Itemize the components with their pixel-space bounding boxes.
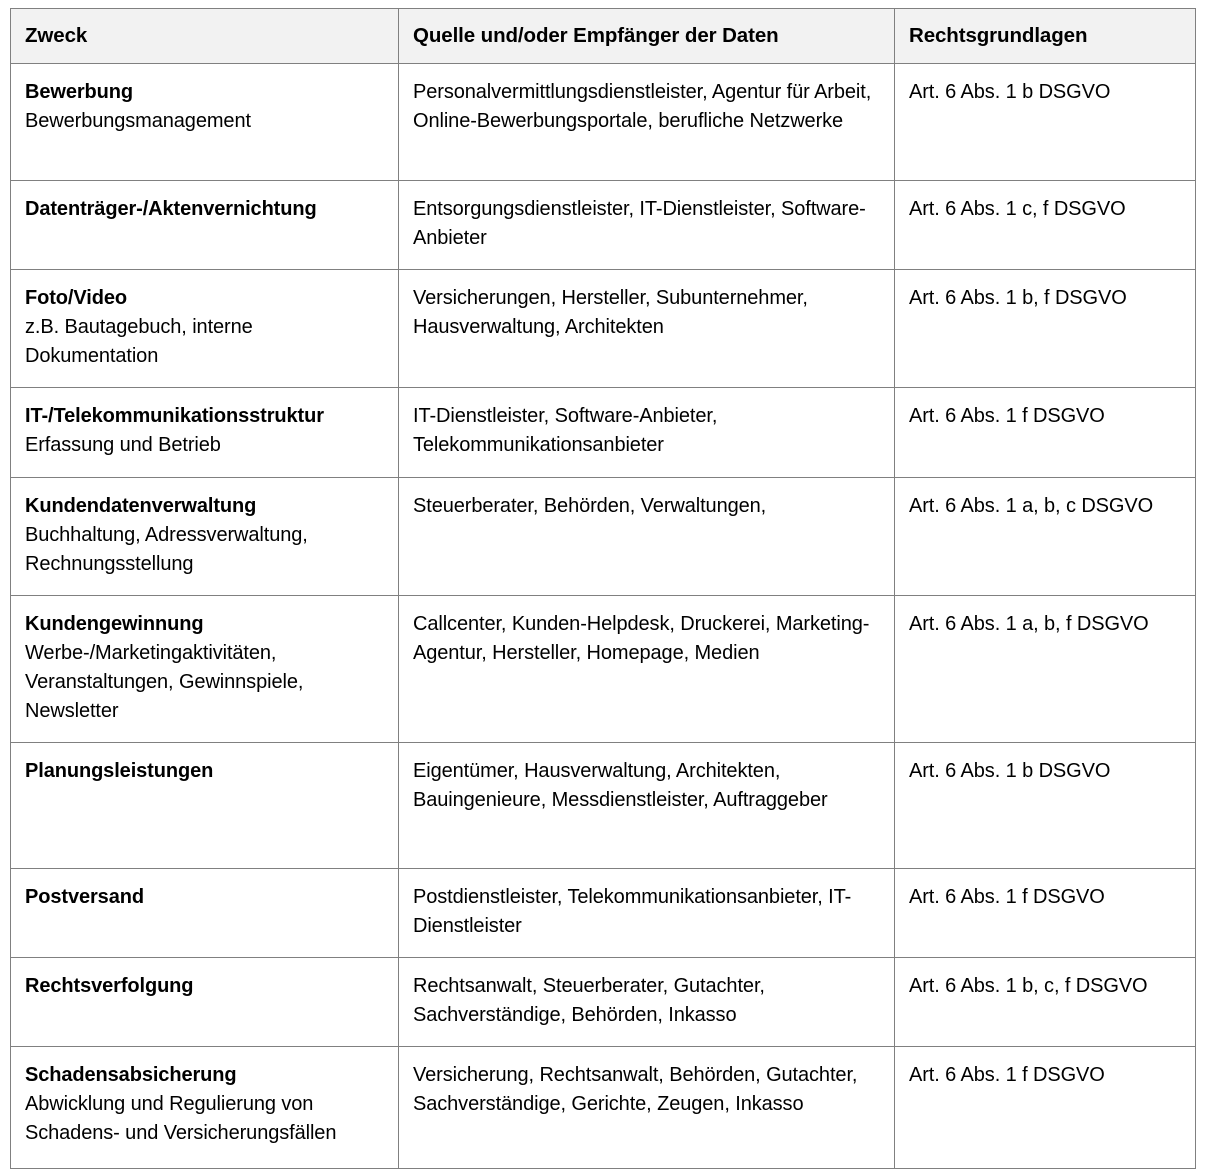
zweck-title: IT-/Telekommunikationsstruktur — [25, 404, 324, 427]
zweck-title: Kundendatenverwaltung — [25, 494, 257, 517]
zweck-subtitle: Erfassung und Betrieb — [25, 433, 221, 456]
zweck-title: Kundengewinnung — [25, 612, 204, 635]
cell-zweck — [11, 595, 399, 742]
cell-rechtsgrundlage: Art. 6 Abs. 1 a, b, f DSGVO — [895, 595, 1196, 742]
column-header-zweck: Zweck — [11, 9, 399, 64]
cell-rechtsgrundlage: Art. 6 Abs. 1 a, b, c DSGVO — [895, 477, 1196, 595]
zweck-title: Postversand — [25, 885, 144, 908]
cell-quelle: Eigentümer, Hausverwaltung, Architekten, Bauingenieure, Messdienstleister, Auftraggeber — [399, 742, 895, 868]
cell-quelle: Steuerberater, Behörden, Verwaltungen, — [399, 477, 895, 595]
cell-zweck — [11, 957, 399, 1046]
cell-quelle: Versicherungen, Hersteller, Subunternehmer, Hausverwaltung, Architekten — [399, 269, 895, 387]
zweck-title: Datenträger-/Aktenvernichtung — [25, 197, 317, 220]
cell-quelle: Rechtsanwalt, Steuerberater, Gutachter, Sachverständige, Behörden, Inkasso — [399, 957, 895, 1046]
cell-zweck — [11, 477, 399, 595]
cell-rechtsgrundlage: Art. 6 Abs. 1 f DSGVO — [895, 868, 1196, 957]
table-row — [11, 957, 1196, 1046]
zweck-title: Rechtsverfolgung — [25, 974, 194, 997]
zweck-subtitle: Bewerbungsmanagement — [25, 109, 251, 132]
zweck-title: Bewerbung — [25, 80, 133, 103]
column-header-quelle: Quelle und/oder Empfänger der Daten — [399, 9, 895, 64]
cell-rechtsgrundlage: Art. 6 Abs. 1 c, f DSGVO — [895, 180, 1196, 269]
cell-quelle: Personalvermittlungsdienstleister, Agentur für Arbeit, Online-Bewerbungsportale, berufliche Netzwerke — [399, 63, 895, 180]
table-header — [11, 9, 1196, 64]
cell-quelle: Entsorgungsdienstleister, IT-Dienstleister, Software-Anbieter — [399, 180, 895, 269]
table-row — [11, 595, 1196, 742]
cell-quelle: IT-Dienstleister, Software-Anbieter, Telekommunikationsanbieter — [399, 387, 895, 477]
zweck-subtitle: z.B. Bautagebuch, interne Dokumentation — [25, 315, 253, 367]
zweck-title: Planungsleistungen — [25, 759, 214, 782]
cell-zweck — [11, 269, 399, 387]
table-row — [11, 63, 1196, 180]
cell-zweck — [11, 63, 399, 180]
zweck-subtitle: Werbe-/Marketingaktivitäten, Veranstaltungen, Gewinnspiele, Newsletter — [25, 641, 304, 722]
cell-zweck — [11, 742, 399, 868]
table-row — [11, 269, 1196, 387]
cell-rechtsgrundlage: Art. 6 Abs. 1 b DSGVO — [895, 63, 1196, 180]
cell-zweck — [11, 1046, 399, 1168]
table-row — [11, 1046, 1196, 1168]
cell-rechtsgrundlage: Art. 6 Abs. 1 f DSGVO — [895, 387, 1196, 477]
processing-purposes-table — [10, 8, 1196, 1169]
table-row — [11, 180, 1196, 269]
column-header-recht: Rechtsgrundlagen — [895, 9, 1196, 64]
cell-quelle: Callcenter, Kunden-Helpdesk, Druckerei, Marketing-Agentur, Hersteller, Homepage, Medien — [399, 595, 895, 742]
cell-rechtsgrundlage: Art. 6 Abs. 1 f DSGVO — [895, 1046, 1196, 1168]
cell-rechtsgrundlage: Art. 6 Abs. 1 b DSGVO — [895, 742, 1196, 868]
cell-quelle: Versicherung, Rechtsanwalt, Behörden, Gutachter, Sachverständige, Gerichte, Zeugen, Inkasso — [399, 1046, 895, 1168]
table-body — [11, 63, 1196, 1168]
table-row — [11, 477, 1196, 595]
zweck-title: Schadensabsicherung — [25, 1063, 237, 1086]
cell-zweck — [11, 868, 399, 957]
table-row — [11, 387, 1196, 477]
cell-rechtsgrundlage: Art. 6 Abs. 1 b, c, f DSGVO — [895, 957, 1196, 1046]
cell-zweck — [11, 180, 399, 269]
cell-rechtsgrundlage: Art. 6 Abs. 1 b, f DSGVO — [895, 269, 1196, 387]
cell-quelle: Postdienstleister, Telekommunikationsanbieter, IT-Dienstleister — [399, 868, 895, 957]
zweck-subtitle: Abwicklung und Regulierung von Schadens- und Versicherungsfällen — [25, 1092, 337, 1144]
table-header-row — [11, 9, 1196, 64]
zweck-subtitle: Buchhaltung, Adressverwaltung, Rechnungsstellung — [25, 523, 308, 575]
table-row — [11, 868, 1196, 957]
zweck-title: Foto/Video — [25, 286, 127, 309]
cell-zweck — [11, 387, 399, 477]
table-row — [11, 742, 1196, 868]
